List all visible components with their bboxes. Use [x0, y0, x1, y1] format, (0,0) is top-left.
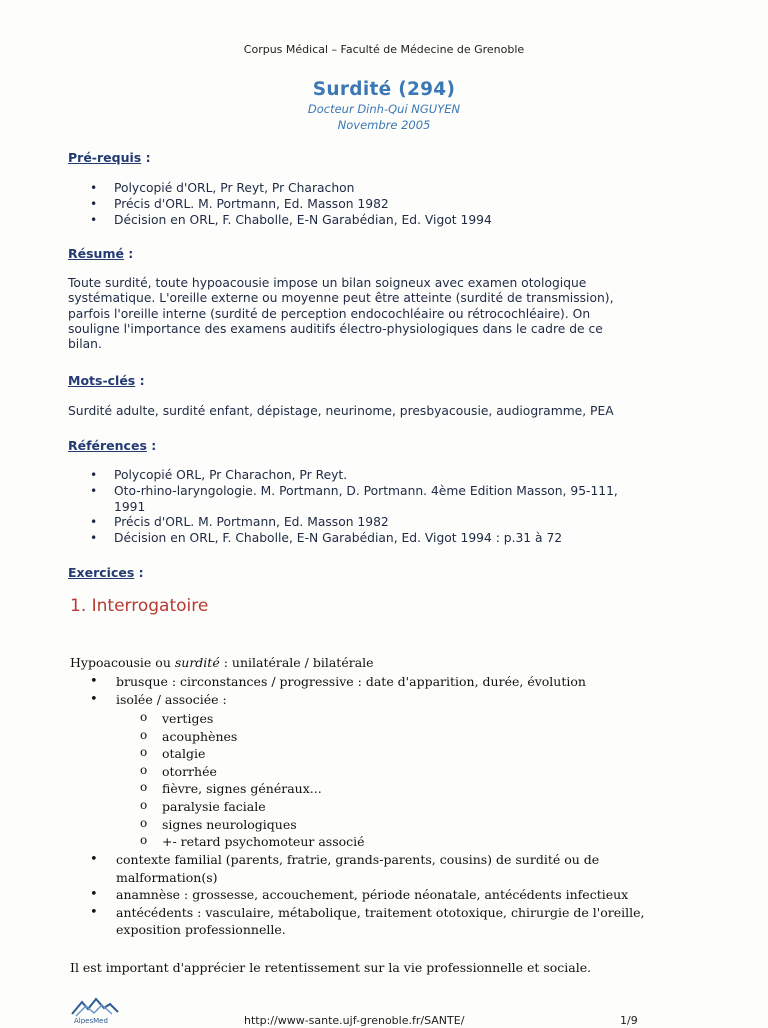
sublist-item: o paralysie faciale — [140, 798, 365, 816]
resume-heading: Résumé : — [68, 246, 134, 261]
document-title: Surdité (294) — [312, 79, 456, 100]
interrogatoire-list-top — [70, 673, 586, 708]
resume-line: souligne l'importance des examens auditifs électro-physiologiques dans le cadre de ce — [68, 321, 603, 336]
list-item: • Décision en ORL, F. Chabolle, E-N Garabédian, Ed. Vigot 1994 — [68, 213, 492, 229]
sublist-item: o vertiges — [140, 710, 365, 728]
resume-line: Toute surdité, toute hypoacousie impose un bilan soigneux avec examen otologique — [68, 276, 587, 290]
author-line: Docteur Dinh-Qui NGUYEN — [307, 102, 461, 116]
list-item: • Polycopié ORL, Pr Charachon, Pr Reyt. — [68, 468, 618, 484]
sublist-item: o acouphènes — [140, 728, 365, 746]
sublist-item: o otalgie — [140, 745, 365, 763]
sublist-item: o otorrhée — [140, 763, 365, 781]
list-item: • isolée / associée : — [70, 691, 586, 709]
list-item: • contexte familial (parents, fratrie, grands-parents, cousins) de surdité ou de malformation(s) — [70, 851, 645, 886]
exercices-heading: Exercices : — [68, 565, 144, 580]
list-item: • antécédents : vasculaire, métabolique, traitement ototoxique, chirurgie de l'oreille, exposition professionnelle. — [70, 904, 645, 939]
footer-url[interactable]: http://www-sante.ujf-grenoble.fr/SANTE/ — [244, 1014, 465, 1027]
institution-header: Corpus Médical – Faculté de Médecine de Grenoble — [243, 43, 525, 56]
page-number: 1/9 — [620, 1014, 638, 1027]
resume-line: bilan. — [68, 337, 102, 352]
resume-line: systématique. L'oreille externe ou moyenne peut être atteinte (surdité de transmission), — [68, 291, 614, 306]
list-item: • brusque : circonstances / progressive : date d'apparition, durée, évolution — [70, 673, 586, 691]
list-item: • anamnèse : grossesse, accouchement, période néonatale, antécédents infectieux — [70, 886, 645, 904]
prerequis-list — [68, 181, 492, 228]
date-line: Novembre 2005 — [337, 118, 431, 132]
references-list — [68, 468, 618, 547]
motscles-text: Surdité adulte, surdité enfant, dépistage, neurinome, presbyacousie, audiogramme, PEA — [68, 404, 614, 418]
list-item: • Oto-rhino-laryngologie. M. Portmann, D. Portmann. 4ème Edition Masson, 95-111, 1991 — [68, 484, 618, 516]
resume-line: parfois l'oreille interne (surdité de perception endocochléaire ou rétrocochléaire). On — [68, 306, 591, 321]
list-item: • Précis d'ORL. M. Portmann, Ed. Masson 1982 — [68, 515, 618, 531]
alpesmed-logo — [70, 996, 140, 1024]
interrogatoire-intro: Hypoacousie ou surdité : unilatérale / bilatérale — [70, 655, 374, 670]
sublist-item: o signes neurologiques — [140, 816, 365, 834]
list-item: • Précis d'ORL. M. Portmann, Ed. Masson 1982 — [68, 197, 492, 213]
interrogatoire-list-bottom — [70, 851, 645, 939]
logo-text: AlpesMed — [74, 1017, 108, 1024]
section-title: 1. Interrogatoire — [70, 596, 209, 616]
list-item: • Polycopié d'ORL, Pr Reyt, Pr Charachon — [68, 181, 492, 197]
resume-paragraph — [68, 276, 613, 352]
list-item: • Décision en ORL, F. Chabolle, E-N Garabédian, Ed. Vigot 1994 : p.31 à 72 — [68, 531, 618, 547]
symptom-sublist — [140, 710, 365, 851]
motscles-heading: Mots-clés : — [68, 373, 145, 388]
closing-sentence: Il est important d'apprécier le retentissement sur la vie professionnelle et sociale. — [70, 960, 592, 975]
references-heading: Références : — [68, 438, 157, 453]
prerequis-heading: Pré-requis : — [68, 150, 151, 165]
sublist-item: o fièvre, signes généraux... — [140, 780, 365, 798]
sublist-item: o +- retard psychomoteur associé — [140, 833, 365, 851]
